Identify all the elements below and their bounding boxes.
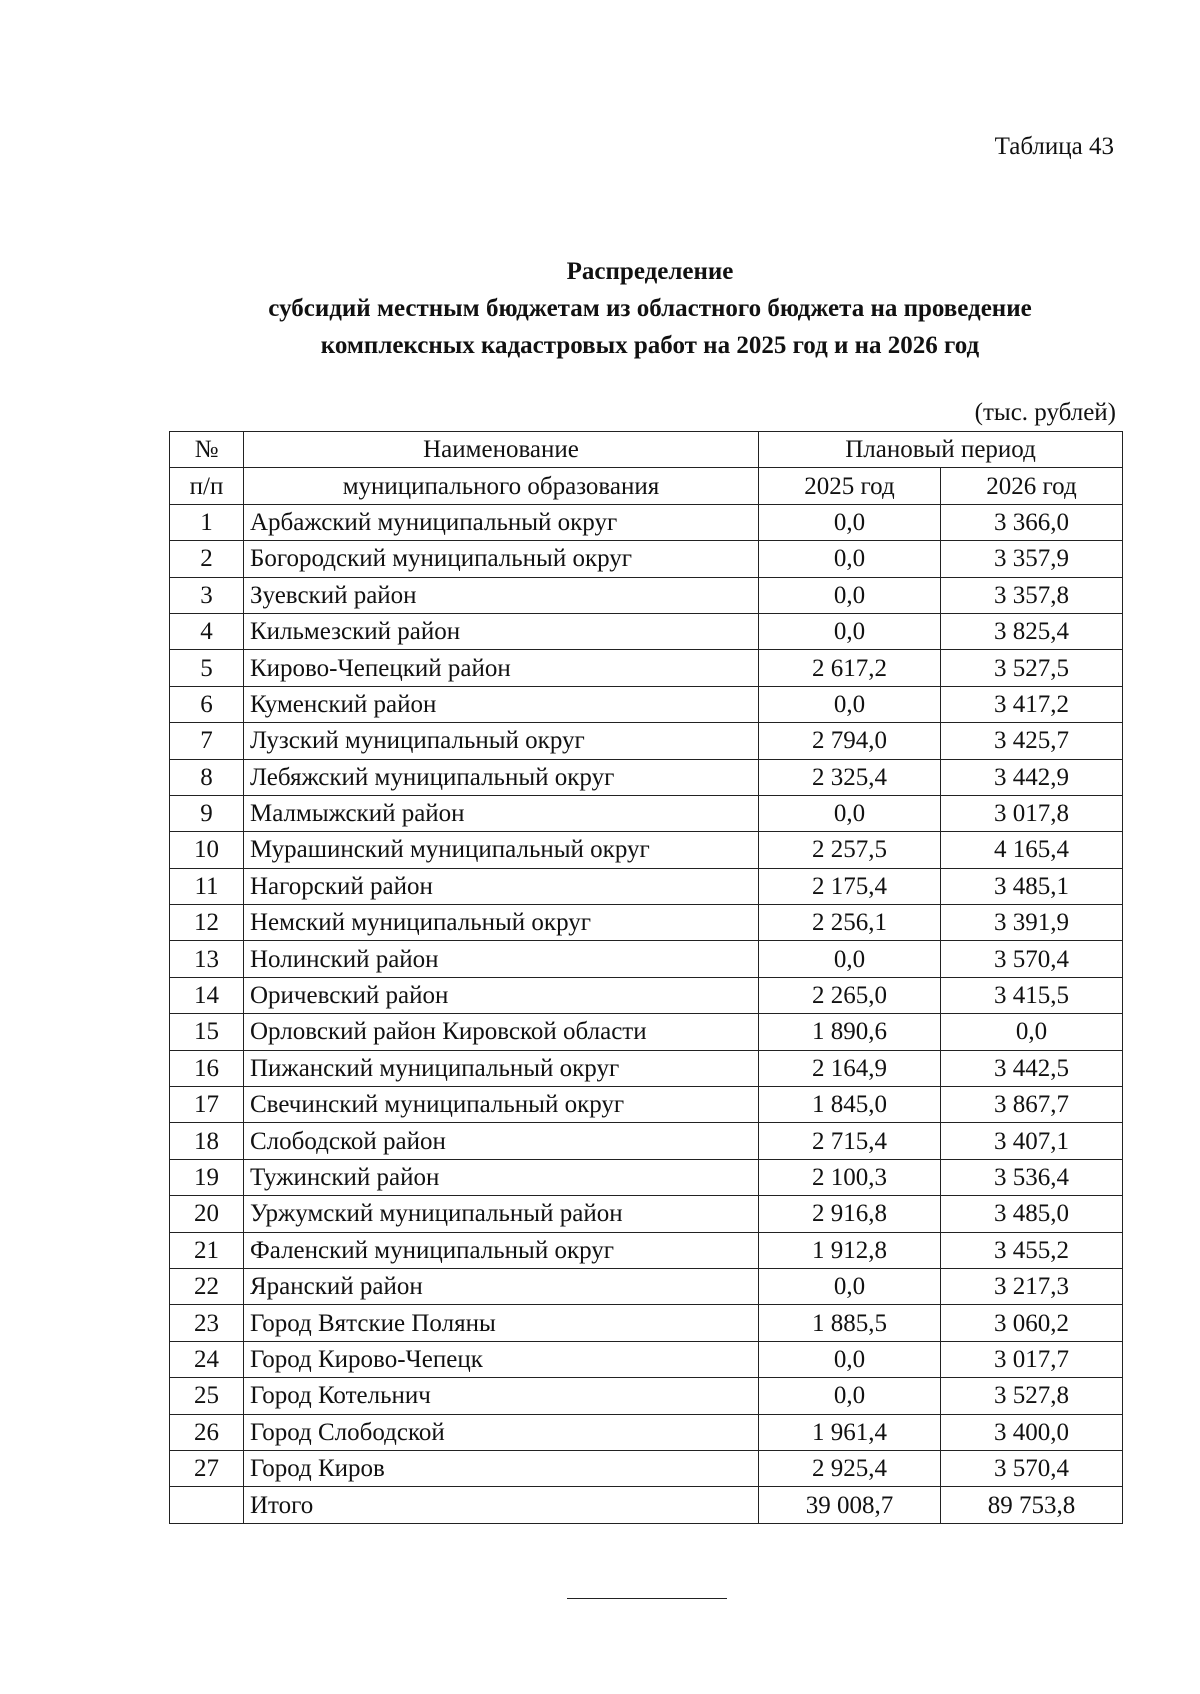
row-number: 26 bbox=[170, 1414, 244, 1450]
value-2026: 0,0 bbox=[941, 1014, 1123, 1050]
row-number: 1 bbox=[170, 504, 244, 540]
row-number: 5 bbox=[170, 650, 244, 686]
value-2026: 3 366,0 bbox=[941, 504, 1123, 540]
row-number: 7 bbox=[170, 723, 244, 759]
municipality-name: Яранский район bbox=[244, 1268, 759, 1304]
municipality-name: Город Слободской bbox=[244, 1414, 759, 1450]
municipality-name: Орловский район Кировской области bbox=[244, 1014, 759, 1050]
value-2026: 3 527,8 bbox=[941, 1378, 1123, 1414]
header-num: № bbox=[170, 432, 244, 468]
value-2026: 3 570,4 bbox=[941, 1450, 1123, 1486]
value-2026: 3 570,4 bbox=[941, 941, 1123, 977]
municipality-name: Нолинский район bbox=[244, 941, 759, 977]
row-number: 9 bbox=[170, 795, 244, 831]
row-number: 10 bbox=[170, 832, 244, 868]
value-2025: 2 925,4 bbox=[759, 1450, 941, 1486]
municipality-name: Фаленский муниципальный округ bbox=[244, 1232, 759, 1268]
municipality-name: Оричевский район bbox=[244, 977, 759, 1013]
row-number: 4 bbox=[170, 613, 244, 649]
municipality-name: Малмыжский район bbox=[244, 795, 759, 831]
value-2025: 2 265,0 bbox=[759, 977, 941, 1013]
value-2025: 1 961,4 bbox=[759, 1414, 941, 1450]
table-row bbox=[170, 686, 1123, 722]
row-number: 2 bbox=[170, 541, 244, 577]
value-2025: 0,0 bbox=[759, 795, 941, 831]
municipality-name: Богородский муниципальный округ bbox=[244, 541, 759, 577]
row-number: 20 bbox=[170, 1196, 244, 1232]
row-number: 25 bbox=[170, 1378, 244, 1414]
table-row bbox=[170, 832, 1123, 868]
row-number: 21 bbox=[170, 1232, 244, 1268]
municipality-name: Тужинский район bbox=[244, 1159, 759, 1195]
value-2026: 3 060,2 bbox=[941, 1305, 1123, 1341]
municipality-name: Кильмезский район bbox=[244, 613, 759, 649]
value-2025: 2 794,0 bbox=[759, 723, 941, 759]
municipality-name: Лузский муниципальный округ bbox=[244, 723, 759, 759]
table-row bbox=[170, 1159, 1123, 1195]
total-row bbox=[170, 1487, 1123, 1524]
municipality-name: Пижанский муниципальный округ bbox=[244, 1050, 759, 1086]
table-row bbox=[170, 1014, 1123, 1050]
title-line-1: Распределение bbox=[566, 258, 734, 285]
value-2026: 3 391,9 bbox=[941, 905, 1123, 941]
value-2026: 3 442,9 bbox=[941, 759, 1123, 795]
value-2025: 0,0 bbox=[759, 577, 941, 613]
total-label: Итого bbox=[244, 1487, 759, 1524]
municipality-name: Немский муниципальный округ bbox=[244, 905, 759, 941]
value-2026: 3 017,8 bbox=[941, 795, 1123, 831]
table-row bbox=[170, 977, 1123, 1013]
table-number: Таблица 43 bbox=[994, 133, 1114, 160]
value-2026: 3 536,4 bbox=[941, 1159, 1123, 1195]
value-2026: 3 357,8 bbox=[941, 577, 1123, 613]
value-2026: 3 407,1 bbox=[941, 1123, 1123, 1159]
document-title bbox=[150, 253, 1150, 364]
value-2026: 3 017,7 bbox=[941, 1341, 1123, 1377]
row-number: 13 bbox=[170, 941, 244, 977]
table-row bbox=[170, 723, 1123, 759]
row-number: 6 bbox=[170, 686, 244, 722]
municipality-name: Город Кирово-Чепецк bbox=[244, 1341, 759, 1377]
value-2025: 2 325,4 bbox=[759, 759, 941, 795]
value-2025: 0,0 bbox=[759, 1378, 941, 1414]
value-2025: 1 890,6 bbox=[759, 1014, 941, 1050]
row-number: 15 bbox=[170, 1014, 244, 1050]
table-row bbox=[170, 613, 1123, 649]
municipality-name: Арбажский муниципальный округ bbox=[244, 504, 759, 540]
row-number: 22 bbox=[170, 1268, 244, 1304]
value-2026: 3 357,9 bbox=[941, 541, 1123, 577]
value-2026: 3 415,5 bbox=[941, 977, 1123, 1013]
municipality-name: Мурашинский муниципальный округ bbox=[244, 832, 759, 868]
value-2025: 1 845,0 bbox=[759, 1087, 941, 1123]
title-line-3: комплексных кадастровых работ на 2025 год и на 2026 год bbox=[320, 332, 980, 359]
table-row bbox=[170, 1450, 1123, 1486]
header-row-2 bbox=[170, 468, 1123, 504]
table-row bbox=[170, 759, 1123, 795]
value-2025: 0,0 bbox=[759, 541, 941, 577]
municipality-name: Город Вятские Поляны bbox=[244, 1305, 759, 1341]
table-row bbox=[170, 941, 1123, 977]
table-row bbox=[170, 1123, 1123, 1159]
table-row bbox=[170, 1196, 1123, 1232]
total-2026: 89 753,8 bbox=[941, 1487, 1123, 1524]
row-number: 27 bbox=[170, 1450, 244, 1486]
value-2026: 3 485,0 bbox=[941, 1196, 1123, 1232]
row-number: 16 bbox=[170, 1050, 244, 1086]
value-2025: 2 257,5 bbox=[759, 832, 941, 868]
value-2025: 0,0 bbox=[759, 941, 941, 977]
header-row-1 bbox=[170, 432, 1123, 468]
total-2025: 39 008,7 bbox=[759, 1487, 941, 1524]
value-2026: 4 165,4 bbox=[941, 832, 1123, 868]
value-2026: 3 825,4 bbox=[941, 613, 1123, 649]
table-row bbox=[170, 905, 1123, 941]
municipality-name: Зуевский район bbox=[244, 577, 759, 613]
table-row bbox=[170, 1305, 1123, 1341]
municipality-name: Кирово-Чепецкий район bbox=[244, 650, 759, 686]
table-row bbox=[170, 577, 1123, 613]
table-row bbox=[170, 650, 1123, 686]
subsidy-table bbox=[169, 431, 1123, 1524]
row-number: 24 bbox=[170, 1341, 244, 1377]
value-2025: 2 175,4 bbox=[759, 868, 941, 904]
footer-divider bbox=[567, 1598, 727, 1599]
value-2026: 3 217,3 bbox=[941, 1268, 1123, 1304]
table-row bbox=[170, 1232, 1123, 1268]
value-2025: 2 100,3 bbox=[759, 1159, 941, 1195]
value-2026: 3 417,2 bbox=[941, 686, 1123, 722]
table-row bbox=[170, 1087, 1123, 1123]
table-row bbox=[170, 795, 1123, 831]
municipality-name: Куменский район bbox=[244, 686, 759, 722]
value-2026: 3 527,5 bbox=[941, 650, 1123, 686]
table-row bbox=[170, 1268, 1123, 1304]
value-2026: 3 442,5 bbox=[941, 1050, 1123, 1086]
units-label: (тыс. рублей) bbox=[974, 399, 1116, 426]
row-number: 19 bbox=[170, 1159, 244, 1195]
municipality-name: Слободской район bbox=[244, 1123, 759, 1159]
row-number: 18 bbox=[170, 1123, 244, 1159]
value-2026: 3 867,7 bbox=[941, 1087, 1123, 1123]
municipality-name: Город Киров bbox=[244, 1450, 759, 1486]
value-2025: 1 912,8 bbox=[759, 1232, 941, 1268]
value-2025: 2 256,1 bbox=[759, 905, 941, 941]
value-2025: 0,0 bbox=[759, 504, 941, 540]
value-2026: 3 485,1 bbox=[941, 868, 1123, 904]
value-2025: 1 885,5 bbox=[759, 1305, 941, 1341]
value-2026: 3 455,2 bbox=[941, 1232, 1123, 1268]
value-2025: 2 916,8 bbox=[759, 1196, 941, 1232]
row-number: 3 bbox=[170, 577, 244, 613]
table-row bbox=[170, 1341, 1123, 1377]
value-2025: 0,0 bbox=[759, 1268, 941, 1304]
header-year-2025: 2025 год bbox=[759, 468, 941, 504]
value-2026: 3 425,7 bbox=[941, 723, 1123, 759]
table-body bbox=[170, 504, 1123, 1487]
header-name: Наименование bbox=[244, 432, 759, 468]
total-num bbox=[170, 1487, 244, 1524]
header-year-2026: 2026 год bbox=[941, 468, 1123, 504]
municipality-name: Нагорский район bbox=[244, 868, 759, 904]
row-number: 14 bbox=[170, 977, 244, 1013]
header-num-sub: п/п bbox=[170, 468, 244, 504]
table-row bbox=[170, 1378, 1123, 1414]
header-name-sub: муниципального образования bbox=[244, 468, 759, 504]
table-row bbox=[170, 868, 1123, 904]
value-2025: 2 617,2 bbox=[759, 650, 941, 686]
value-2025: 0,0 bbox=[759, 613, 941, 649]
title-line-2: субсидий местным бюджетам из областного бюджета на проведение bbox=[268, 295, 1032, 322]
municipality-name: Свечинский муниципальный округ bbox=[244, 1087, 759, 1123]
table-row bbox=[170, 1050, 1123, 1086]
value-2025: 2 164,9 bbox=[759, 1050, 941, 1086]
municipality-name: Город Котельнич bbox=[244, 1378, 759, 1414]
row-number: 11 bbox=[170, 868, 244, 904]
row-number: 17 bbox=[170, 1087, 244, 1123]
value-2025: 0,0 bbox=[759, 1341, 941, 1377]
value-2026: 3 400,0 bbox=[941, 1414, 1123, 1450]
header-period: Плановый период bbox=[759, 432, 1123, 468]
municipality-name: Лебяжский муниципальный округ bbox=[244, 759, 759, 795]
row-number: 12 bbox=[170, 905, 244, 941]
table-row bbox=[170, 1414, 1123, 1450]
row-number: 23 bbox=[170, 1305, 244, 1341]
row-number: 8 bbox=[170, 759, 244, 795]
value-2025: 0,0 bbox=[759, 686, 941, 722]
municipality-name: Уржумский муниципальный район bbox=[244, 1196, 759, 1232]
table-row bbox=[170, 504, 1123, 540]
table-row bbox=[170, 541, 1123, 577]
value-2025: 2 715,4 bbox=[759, 1123, 941, 1159]
